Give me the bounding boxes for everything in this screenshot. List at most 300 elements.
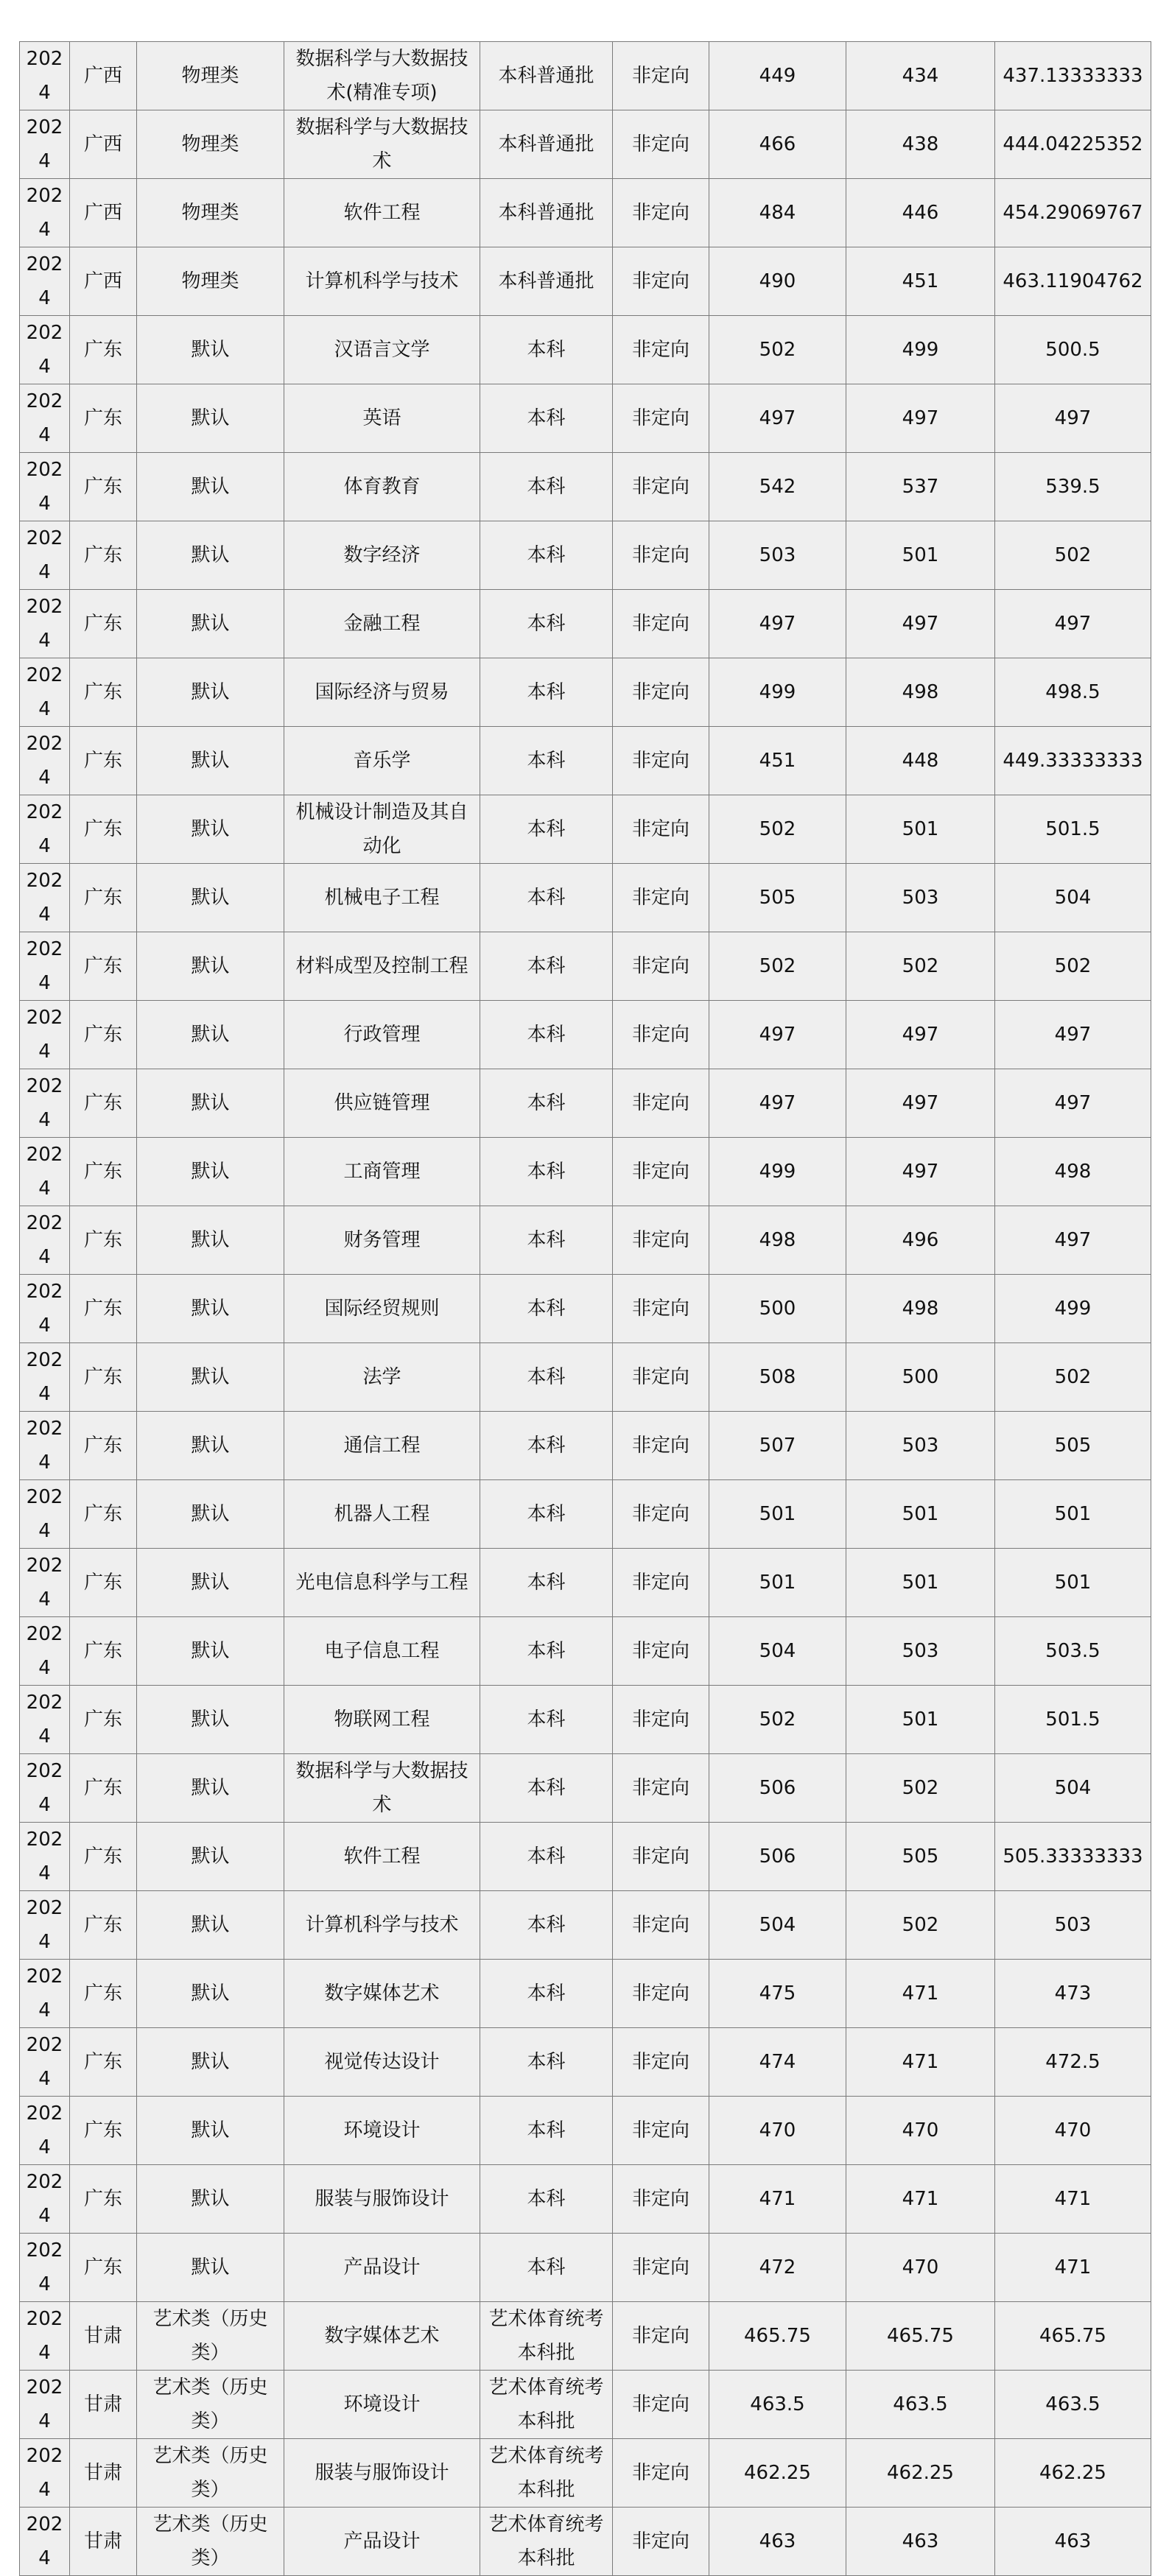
batch-cell: 本科 [480,2097,613,2165]
table-row [20,384,1151,453]
table-row [20,316,1151,384]
table-row [20,2234,1151,2302]
table-row [20,1069,1151,1138]
province-cell: 广东 [70,1275,137,1343]
year-cell: 2024 [20,658,70,727]
avg-score-cell: 501.5 [995,1686,1151,1754]
category-cell: 默认 [137,727,284,795]
province-cell: 广东 [70,1001,137,1069]
batch-cell: 本科 [480,1001,613,1069]
province-cell: 广东 [70,453,137,521]
batch-cell: 本科 [480,1617,613,1686]
avg-score-cell: 437.13333333 [995,42,1151,110]
avg-score-cell: 444.04225352 [995,110,1151,179]
avg-score-cell: 502 [995,521,1151,590]
batch-cell: 本科普通批 [480,179,613,247]
min-score-cell: 499 [846,316,995,384]
table-row [20,1549,1151,1617]
min-score-cell: 470 [846,2097,995,2165]
province-cell: 广东 [70,1686,137,1754]
major-cell: 金融工程 [284,590,480,658]
major-cell: 光电信息科学与工程 [284,1549,480,1617]
orientation-cell: 非定向 [613,110,709,179]
min-score-cell: 498 [846,1275,995,1343]
max-score-cell: 501 [709,1549,846,1617]
table-row [20,1138,1151,1206]
max-score-cell: 451 [709,727,846,795]
batch-cell: 本科 [480,384,613,453]
major-cell: 软件工程 [284,179,480,247]
table-row [20,658,1151,727]
min-score-cell: 497 [846,1001,995,1069]
max-score-cell: 470 [709,2097,846,2165]
avg-score-cell: 502 [995,1343,1151,1412]
year-cell: 2024 [20,179,70,247]
table-row [20,2165,1151,2234]
major-cell: 环境设计 [284,2097,480,2165]
batch-cell: 本科 [480,521,613,590]
province-cell: 广东 [70,658,137,727]
orientation-cell: 非定向 [613,1138,709,1206]
province-cell: 广东 [70,1069,137,1138]
year-cell: 2024 [20,1069,70,1138]
batch-cell: 本科 [480,1069,613,1138]
year-cell: 2024 [20,2097,70,2165]
year-cell: 2024 [20,453,70,521]
year-cell: 2024 [20,247,70,316]
batch-cell: 本科 [480,1686,613,1754]
avg-score-cell: 497 [995,1069,1151,1138]
major-cell: 服装与服饰设计 [284,2165,480,2234]
table-row [20,1960,1151,2028]
batch-cell: 本科 [480,1960,613,2028]
province-cell: 广东 [70,932,137,1001]
max-score-cell: 474 [709,2028,846,2097]
min-score-cell: 497 [846,384,995,453]
orientation-cell: 非定向 [613,521,709,590]
max-score-cell: 506 [709,1754,846,1823]
province-cell: 广西 [70,179,137,247]
min-score-cell: 503 [846,864,995,932]
category-cell: 默认 [137,1480,284,1549]
category-cell: 默认 [137,1549,284,1617]
year-cell: 2024 [20,795,70,864]
province-cell: 广东 [70,1891,137,1960]
year-cell: 2024 [20,316,70,384]
batch-cell: 本科普通批 [480,247,613,316]
category-cell: 默认 [137,1001,284,1069]
table-row [20,1275,1151,1343]
year-cell: 2024 [20,1617,70,1686]
max-score-cell: 508 [709,1343,846,1412]
year-cell: 2024 [20,1480,70,1549]
province-cell: 广西 [70,110,137,179]
year-cell: 2024 [20,1001,70,1069]
year-cell: 2024 [20,1138,70,1206]
max-score-cell: 499 [709,1138,846,1206]
min-score-cell: 503 [846,1412,995,1480]
batch-cell: 艺术体育统考本科批 [480,2439,613,2508]
max-score-cell: 500 [709,1275,846,1343]
category-cell: 物理类 [137,179,284,247]
major-cell: 通信工程 [284,1412,480,1480]
major-cell: 数字经济 [284,521,480,590]
orientation-cell: 非定向 [613,1617,709,1686]
max-score-cell: 542 [709,453,846,521]
year-cell: 2024 [20,1754,70,1823]
min-score-cell: 463.5 [846,2371,995,2439]
year-cell: 2024 [20,1275,70,1343]
avg-score-cell: 500.5 [995,316,1151,384]
avg-score-cell: 501.5 [995,795,1151,864]
avg-score-cell: 498.5 [995,658,1151,727]
year-cell: 2024 [20,864,70,932]
major-cell: 机械电子工程 [284,864,480,932]
category-cell: 默认 [137,864,284,932]
table-row [20,864,1151,932]
category-cell: 默认 [137,1069,284,1138]
category-cell: 默认 [137,1343,284,1412]
max-score-cell: 501 [709,1480,846,1549]
max-score-cell: 497 [709,1069,846,1138]
table-row [20,453,1151,521]
major-cell: 机器人工程 [284,1480,480,1549]
table-row [20,2097,1151,2165]
orientation-cell: 非定向 [613,2234,709,2302]
batch-cell: 本科 [480,590,613,658]
category-cell: 默认 [137,1823,284,1891]
max-score-cell: 463.5 [709,2371,846,2439]
table-row [20,1412,1151,1480]
year-cell: 2024 [20,2508,70,2576]
min-score-cell: 502 [846,932,995,1001]
orientation-cell: 非定向 [613,1686,709,1754]
min-score-cell: 434 [846,42,995,110]
category-cell: 默认 [137,1206,284,1275]
batch-cell: 本科 [480,795,613,864]
max-score-cell: 502 [709,795,846,864]
avg-score-cell: 502 [995,932,1151,1001]
category-cell: 默认 [137,1754,284,1823]
year-cell: 2024 [20,521,70,590]
table-row [20,1617,1151,1686]
orientation-cell: 非定向 [613,2165,709,2234]
year-cell: 2024 [20,1686,70,1754]
min-score-cell: 501 [846,795,995,864]
table-row [20,1206,1151,1275]
province-cell: 广东 [70,2234,137,2302]
major-cell: 计算机科学与技术 [284,247,480,316]
avg-score-cell: 505.33333333 [995,1823,1151,1891]
category-cell: 默认 [137,2234,284,2302]
category-cell: 默认 [137,1960,284,2028]
year-cell: 2024 [20,1412,70,1480]
batch-cell: 本科 [480,1549,613,1617]
max-score-cell: 497 [709,1001,846,1069]
orientation-cell: 非定向 [613,1823,709,1891]
category-cell: 默认 [137,453,284,521]
avg-score-cell: 501 [995,1480,1151,1549]
orientation-cell: 非定向 [613,864,709,932]
table-row [20,2439,1151,2508]
table-row [20,1891,1151,1960]
year-cell: 2024 [20,1549,70,1617]
batch-cell: 本科 [480,727,613,795]
province-cell: 甘肃 [70,2302,137,2371]
batch-cell: 本科普通批 [480,110,613,179]
province-cell: 广东 [70,2165,137,2234]
category-cell: 默认 [137,1412,284,1480]
major-cell: 法学 [284,1343,480,1412]
min-score-cell: 502 [846,1754,995,1823]
year-cell: 2024 [20,2165,70,2234]
max-score-cell: 498 [709,1206,846,1275]
admission-scores-table [19,41,1151,2576]
max-score-cell: 490 [709,247,846,316]
avg-score-cell: 503.5 [995,1617,1151,1686]
avg-score-cell: 497 [995,384,1151,453]
min-score-cell: 501 [846,1480,995,1549]
orientation-cell: 非定向 [613,1891,709,1960]
category-cell: 默认 [137,658,284,727]
category-cell: 物理类 [137,42,284,110]
min-score-cell: 503 [846,1617,995,1686]
avg-score-cell: 497 [995,1001,1151,1069]
min-score-cell: 470 [846,2234,995,2302]
major-cell: 产品设计 [284,2234,480,2302]
avg-score-cell: 504 [995,864,1151,932]
batch-cell: 本科 [480,2028,613,2097]
min-score-cell: 471 [846,1960,995,2028]
province-cell: 广东 [70,1617,137,1686]
year-cell: 2024 [20,2028,70,2097]
category-cell: 默认 [137,2028,284,2097]
major-cell: 物联网工程 [284,1686,480,1754]
table-row [20,1823,1151,1891]
max-score-cell: 472 [709,2234,846,2302]
orientation-cell: 非定向 [613,1343,709,1412]
province-cell: 甘肃 [70,2439,137,2508]
orientation-cell: 非定向 [613,2371,709,2439]
max-score-cell: 462.25 [709,2439,846,2508]
avg-score-cell: 463.5 [995,2371,1151,2439]
max-score-cell: 504 [709,1891,846,1960]
table-row [20,2302,1151,2371]
orientation-cell: 非定向 [613,2508,709,2576]
province-cell: 广东 [70,316,137,384]
max-score-cell: 471 [709,2165,846,2234]
max-score-cell: 506 [709,1823,846,1891]
avg-score-cell: 501 [995,1549,1151,1617]
min-score-cell: 462.25 [846,2439,995,2508]
min-score-cell: 448 [846,727,995,795]
table-row [20,1001,1151,1069]
province-cell: 广东 [70,1480,137,1549]
min-score-cell: 463 [846,2508,995,2576]
batch-cell: 本科 [480,932,613,1001]
avg-score-cell: 539.5 [995,453,1151,521]
year-cell: 2024 [20,110,70,179]
year-cell: 2024 [20,2371,70,2439]
batch-cell: 本科 [480,1206,613,1275]
category-cell: 默认 [137,1617,284,1686]
orientation-cell: 非定向 [613,727,709,795]
province-cell: 甘肃 [70,2508,137,2576]
batch-cell: 艺术体育统考本科批 [480,2302,613,2371]
avg-score-cell: 470 [995,2097,1151,2165]
orientation-cell: 非定向 [613,1480,709,1549]
category-cell: 默认 [137,2165,284,2234]
orientation-cell: 非定向 [613,795,709,864]
major-cell: 软件工程 [284,1823,480,1891]
major-cell: 数据科学与大数据技术(精准专项) [284,42,480,110]
max-score-cell: 502 [709,932,846,1001]
category-cell: 默认 [137,384,284,453]
orientation-cell: 非定向 [613,384,709,453]
orientation-cell: 非定向 [613,1001,709,1069]
min-score-cell: 497 [846,1069,995,1138]
batch-cell: 本科 [480,864,613,932]
category-cell: 默认 [137,1891,284,1960]
major-cell: 计算机科学与技术 [284,1891,480,1960]
batch-cell: 本科 [480,1823,613,1891]
province-cell: 广东 [70,521,137,590]
orientation-cell: 非定向 [613,179,709,247]
major-cell: 电子信息工程 [284,1617,480,1686]
category-cell: 艺术类（历史类） [137,2508,284,2576]
province-cell: 广东 [70,1823,137,1891]
orientation-cell: 非定向 [613,1549,709,1617]
table-row [20,521,1151,590]
province-cell: 甘肃 [70,2371,137,2439]
major-cell: 体育教育 [284,453,480,521]
max-score-cell: 497 [709,590,846,658]
major-cell: 工商管理 [284,1138,480,1206]
batch-cell: 艺术体育统考本科批 [480,2371,613,2439]
year-cell: 2024 [20,932,70,1001]
avg-score-cell: 503 [995,1891,1151,1960]
min-score-cell: 537 [846,453,995,521]
major-cell: 产品设计 [284,2508,480,2576]
category-cell: 默认 [137,590,284,658]
province-cell: 广东 [70,590,137,658]
major-cell: 环境设计 [284,2371,480,2439]
min-score-cell: 471 [846,2165,995,2234]
max-score-cell: 504 [709,1617,846,1686]
province-cell: 广东 [70,795,137,864]
max-score-cell: 449 [709,42,846,110]
max-score-cell: 463 [709,2508,846,2576]
max-score-cell: 507 [709,1412,846,1480]
category-cell: 艺术类（历史类） [137,2302,284,2371]
max-score-cell: 499 [709,658,846,727]
batch-cell: 本科 [480,1480,613,1549]
avg-score-cell: 473 [995,1960,1151,2028]
table-row [20,2371,1151,2439]
max-score-cell: 505 [709,864,846,932]
category-cell: 物理类 [137,247,284,316]
min-score-cell: 497 [846,1138,995,1206]
min-score-cell: 451 [846,247,995,316]
batch-cell: 本科 [480,658,613,727]
table-row [20,2508,1151,2576]
province-cell: 广西 [70,247,137,316]
orientation-cell: 非定向 [613,658,709,727]
avg-score-cell: 449.33333333 [995,727,1151,795]
batch-cell: 艺术体育统考本科批 [480,2508,613,2576]
major-cell: 音乐学 [284,727,480,795]
batch-cell: 本科 [480,2165,613,2234]
year-cell: 2024 [20,42,70,110]
avg-score-cell: 463 [995,2508,1151,2576]
min-score-cell: 500 [846,1343,995,1412]
min-score-cell: 497 [846,590,995,658]
major-cell: 材料成型及控制工程 [284,932,480,1001]
major-cell: 供应链管理 [284,1069,480,1138]
category-cell: 艺术类（历史类） [137,2371,284,2439]
province-cell: 广东 [70,1754,137,1823]
orientation-cell: 非定向 [613,1069,709,1138]
orientation-cell: 非定向 [613,1754,709,1823]
min-score-cell: 471 [846,2028,995,2097]
max-score-cell: 484 [709,179,846,247]
province-cell: 广东 [70,384,137,453]
orientation-cell: 非定向 [613,932,709,1001]
major-cell: 视觉传达设计 [284,2028,480,2097]
year-cell: 2024 [20,1960,70,2028]
min-score-cell: 502 [846,1891,995,1960]
orientation-cell: 非定向 [613,2302,709,2371]
province-cell: 广东 [70,1549,137,1617]
orientation-cell: 非定向 [613,316,709,384]
orientation-cell: 非定向 [613,1206,709,1275]
orientation-cell: 非定向 [613,1275,709,1343]
province-cell: 广西 [70,42,137,110]
category-cell: 默认 [137,932,284,1001]
avg-score-cell: 462.25 [995,2439,1151,2508]
table-row [20,795,1151,864]
province-cell: 广东 [70,2028,137,2097]
avg-score-cell: 498 [995,1138,1151,1206]
major-cell: 国际经贸规则 [284,1275,480,1343]
province-cell: 广东 [70,1343,137,1412]
orientation-cell: 非定向 [613,590,709,658]
min-score-cell: 446 [846,179,995,247]
table-row [20,2028,1151,2097]
max-score-cell: 466 [709,110,846,179]
batch-cell: 本科 [480,1275,613,1343]
avg-score-cell: 497 [995,590,1151,658]
major-cell: 行政管理 [284,1001,480,1069]
orientation-cell: 非定向 [613,1412,709,1480]
year-cell: 2024 [20,2234,70,2302]
min-score-cell: 438 [846,110,995,179]
avg-score-cell: 497 [995,1206,1151,1275]
province-cell: 广东 [70,1206,137,1275]
year-cell: 2024 [20,727,70,795]
year-cell: 2024 [20,590,70,658]
max-score-cell: 503 [709,521,846,590]
year-cell: 2024 [20,1343,70,1412]
category-cell: 默认 [137,316,284,384]
avg-score-cell: 471 [995,2165,1151,2234]
batch-cell: 本科 [480,1412,613,1480]
min-score-cell: 501 [846,1549,995,1617]
major-cell: 财务管理 [284,1206,480,1275]
table-row [20,590,1151,658]
batch-cell: 本科 [480,316,613,384]
batch-cell: 本科 [480,1754,613,1823]
